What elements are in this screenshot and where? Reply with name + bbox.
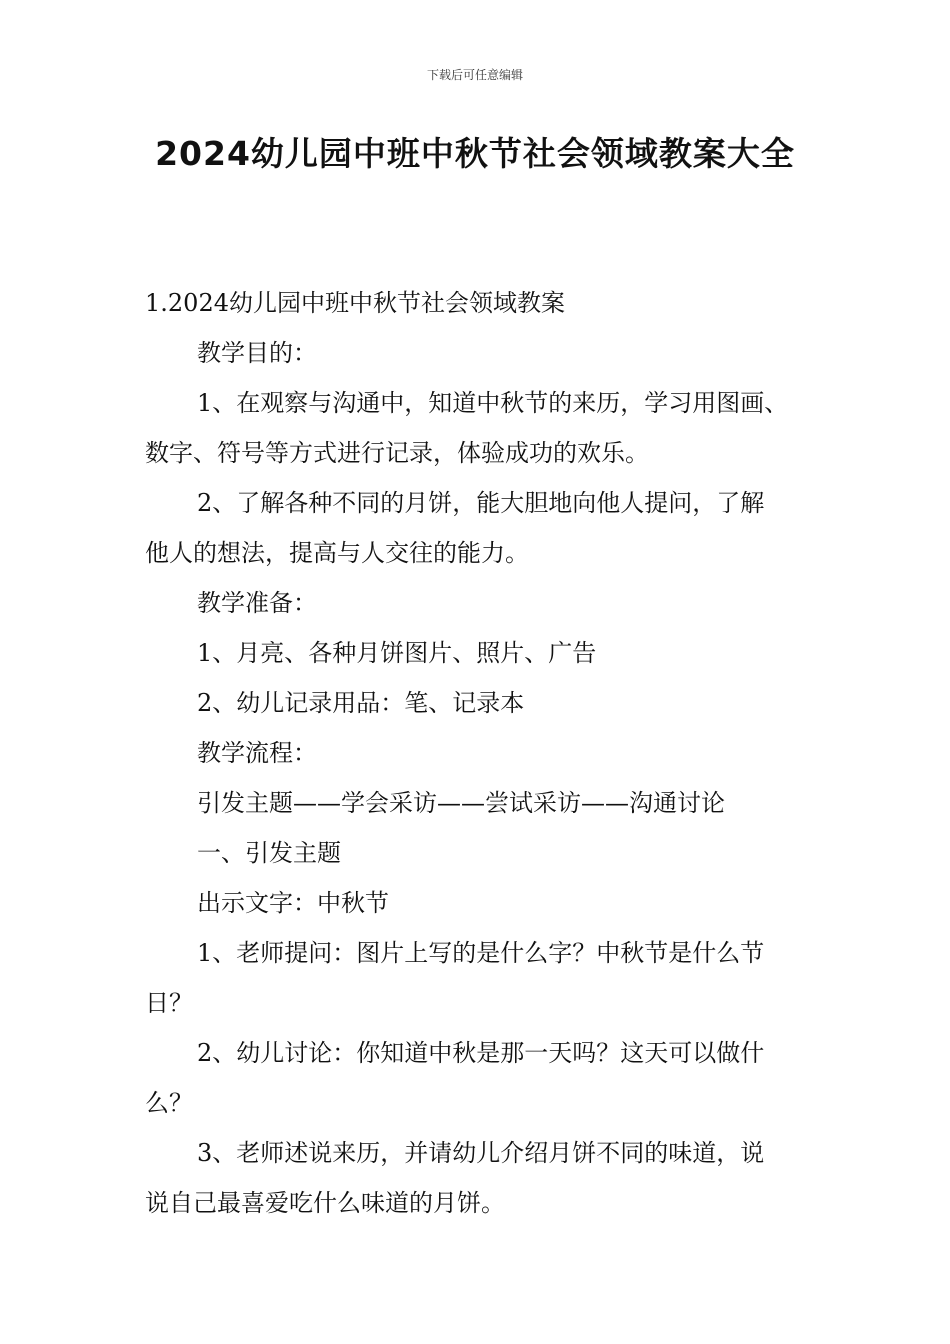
paragraph-line: 3、老师述说来历，并请幼儿介绍月饼不同的味道，说	[197, 1139, 765, 1167]
paragraph-line: 说自己最喜爱吃什么味道的月饼。	[145, 1189, 505, 1217]
paragraph-line: 教学准备：	[197, 589, 317, 617]
paragraph-line: 么？	[145, 1089, 193, 1117]
document-body	[145, 278, 815, 1228]
paragraph-line: 2、幼儿记录用品：笔、记录本	[197, 689, 525, 717]
paragraph-line: 一、引发主题	[197, 839, 341, 867]
section-heading: 1.2024幼儿园中班中秋节社会领域教案	[145, 289, 565, 317]
paragraph-line: 1、在观察与沟通中，知道中秋节的来历，学习用图画、	[197, 389, 789, 417]
paragraph-line: 出示文字：中秋节	[197, 889, 389, 917]
paragraph-line: 1、老师提问：图片上写的是什么字？中秋节是什么节	[197, 939, 765, 967]
paragraph-line: 1、月亮、各种月饼图片、照片、广告	[197, 639, 597, 667]
paragraph-line: 引发主题——学会采访——尝试采访——沟通讨论	[197, 789, 725, 817]
paragraph-line: 2、幼儿讨论：你知道中秋是那一天吗？这天可以做什	[197, 1039, 765, 1067]
paragraph-line: 他人的想法，提高与人交往的能力。	[145, 539, 529, 567]
document-title: 2024幼儿园中班中秋节社会领域教案大全	[155, 134, 795, 173]
paragraph-line: 日？	[145, 989, 193, 1017]
paragraph-line: 教学流程：	[197, 739, 317, 767]
paragraph-line: 教学目的：	[197, 339, 317, 367]
paragraph-line: 2、了解各种不同的月饼，能大胆地向他人提问，了解	[197, 489, 765, 517]
paragraph-line: 数字、符号等方式进行记录，体验成功的欢乐。	[145, 439, 649, 467]
header-note: 下载后可任意编辑	[426, 68, 523, 82]
